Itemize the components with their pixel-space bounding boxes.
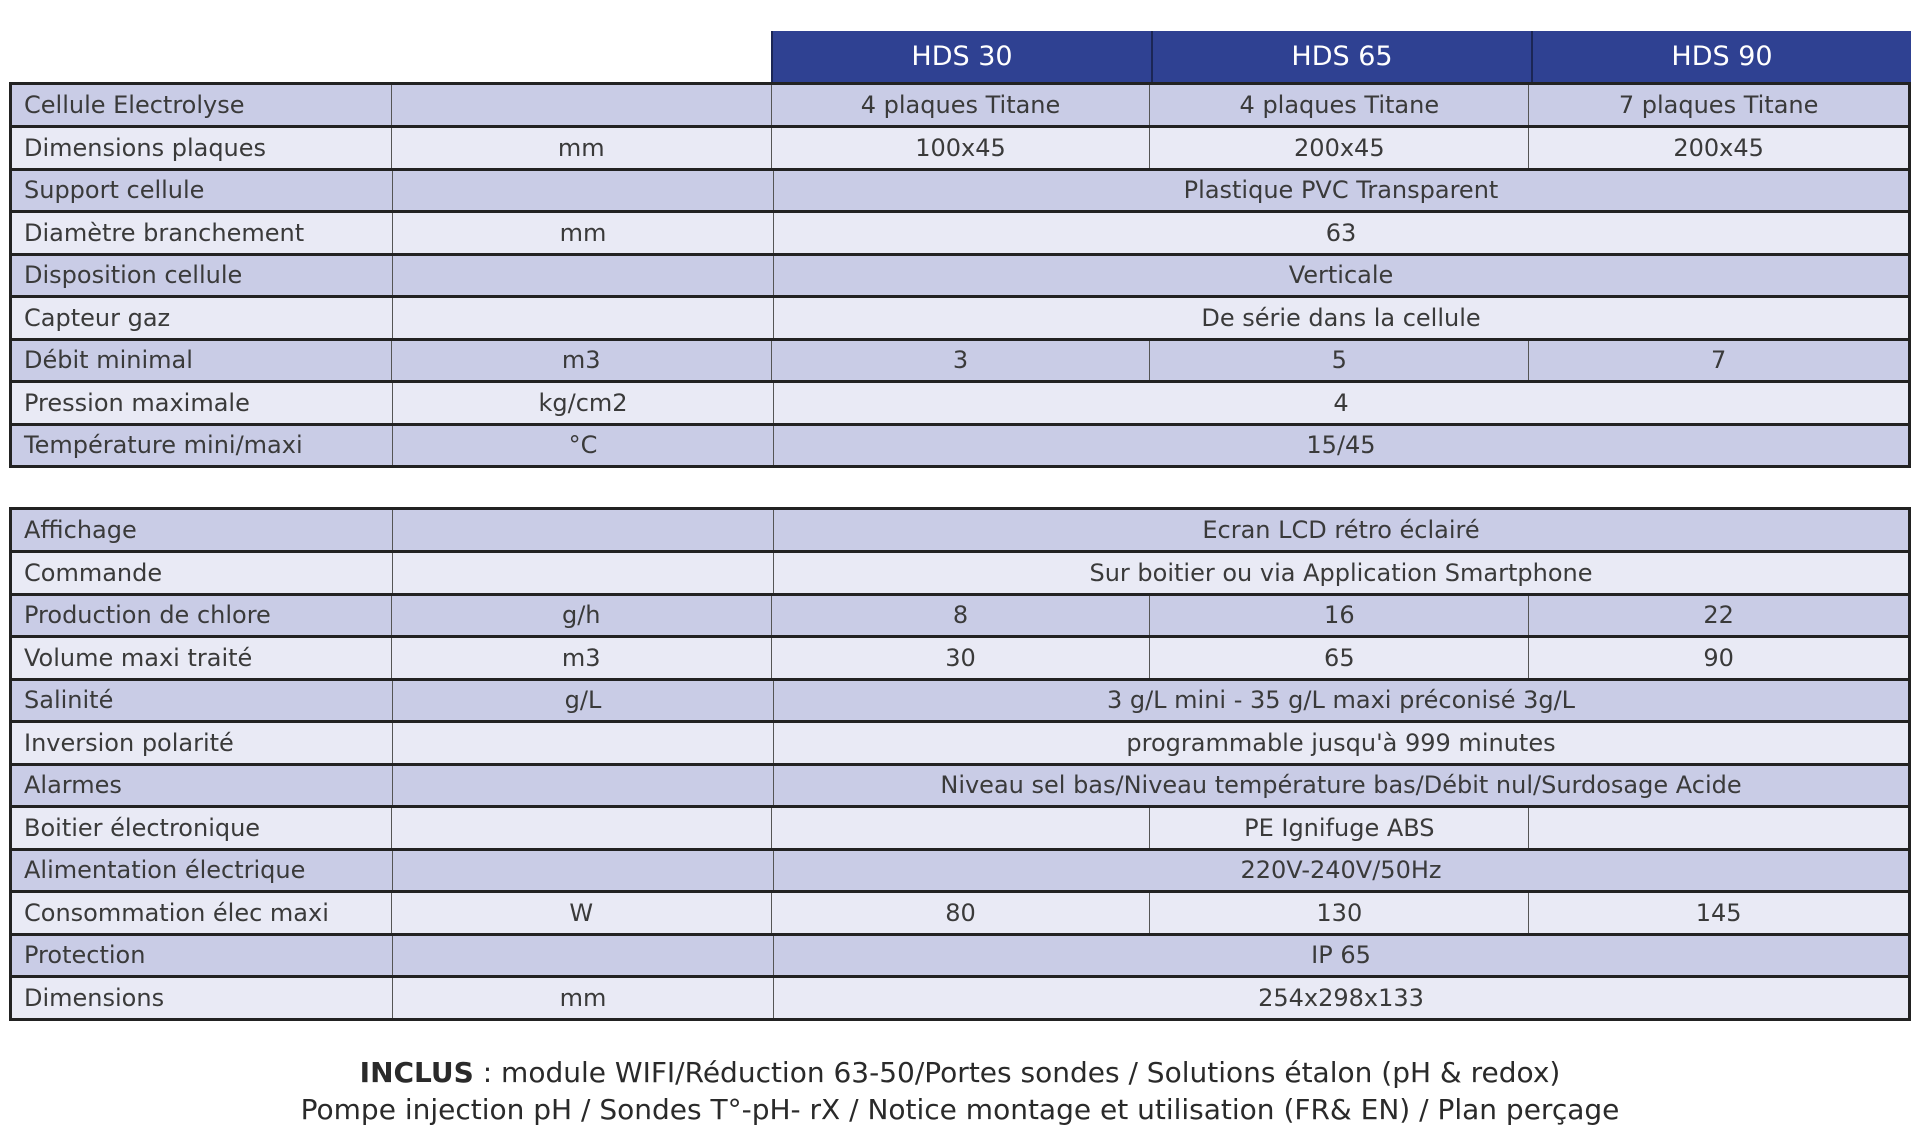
row-value-hds65: 5: [1150, 341, 1529, 381]
row-value-all-models: Niveau sel bas/Niveau température bas/Débit nul/Surdosage Acide: [940, 771, 1742, 800]
row-value-hds65: 65: [1150, 638, 1529, 678]
table-row: [12, 678, 1908, 721]
included-label: INCLUS: [359, 1056, 474, 1089]
row-value-hds90: 22: [1703, 601, 1734, 630]
table-row: [12, 125, 1908, 168]
row-value-hds30: 3: [772, 341, 1151, 381]
model-header-hds65: HDS 65: [1151, 31, 1531, 82]
row-label: Capteur gaz: [12, 298, 393, 338]
row-unit: [392, 808, 772, 848]
row-value-hds65: 16: [1150, 596, 1529, 636]
table-row: [12, 720, 1908, 763]
included-line-2: Pompe injection pH / Sondes T°-pH- rX / Notice montage et utilisation (FR& EN) / Plan perçage: [300, 1093, 1620, 1126]
row-unit: [393, 510, 774, 550]
row-value-hds90: 145: [1695, 898, 1742, 927]
table-row: [12, 805, 1908, 848]
included-items-note: [0, 1054, 1920, 1128]
table-row: [12, 975, 1908, 1018]
row-value-hds90: 200x45: [1673, 133, 1764, 162]
model-header-hds90: HDS 90: [1531, 31, 1911, 82]
table-row: [12, 210, 1908, 253]
row-label: Débit minimal: [12, 341, 392, 381]
row-unit: [393, 553, 774, 593]
table-row: [12, 295, 1908, 338]
row-label: Dimensions plaques: [12, 128, 392, 168]
row-value-hds30: [772, 808, 1151, 848]
row-label: Température mini/maxi: [12, 426, 393, 466]
row-unit: m3: [392, 341, 772, 381]
row-value-hds65: PE Ignifuge ABS: [1150, 808, 1529, 848]
row-value-hds30: 30: [772, 638, 1151, 678]
row-label: Consommation élec maxi: [12, 893, 392, 933]
row-label: Commande: [12, 553, 393, 593]
row-value-all-models: Verticale: [1288, 261, 1394, 290]
row-unit: mm: [393, 213, 774, 253]
row-unit: [393, 723, 774, 763]
row-label: Inversion polarité: [12, 723, 393, 763]
row-value-all-models: 220V-240V/50Hz: [1240, 856, 1442, 885]
spec-sheet: [9, 31, 1911, 1021]
row-label: Disposition cellule: [12, 256, 393, 296]
row-unit: W: [392, 893, 772, 933]
row-value-hds30: 4 plaques Titane: [772, 85, 1151, 125]
row-value-all-models: IP 65: [1311, 941, 1371, 970]
row-value-hds65: 200x45: [1150, 128, 1529, 168]
table-row: [12, 253, 1908, 296]
row-value-hds65: 4 plaques Titane: [1150, 85, 1529, 125]
table-row: [12, 168, 1908, 211]
row-value-hds90: 7 plaques Titane: [1618, 91, 1819, 119]
table-row: [12, 635, 1908, 678]
table-row: [12, 848, 1908, 891]
row-value-hds90: 90: [1703, 643, 1734, 672]
row-unit: mm: [393, 978, 774, 1018]
table-row: [12, 380, 1908, 423]
row-unit: [392, 85, 772, 125]
row-unit: °C: [393, 426, 774, 466]
row-value-hds90: [1529, 808, 1908, 848]
row-label: Alimentation électrique: [12, 851, 393, 891]
table-row: [12, 510, 1908, 550]
row-unit: [393, 936, 774, 976]
cell-spec-table: [9, 82, 1911, 468]
row-value-all-models: Ecran LCD rétro éclairé: [1202, 516, 1480, 544]
row-label: Alarmes: [12, 766, 393, 806]
row-label: Affichage: [12, 510, 393, 550]
row-unit: [393, 171, 774, 211]
row-unit: [393, 851, 774, 891]
model-header-row: [9, 31, 1911, 82]
row-unit: [393, 256, 774, 296]
row-unit: g/L: [393, 681, 774, 721]
row-label: Boitier électronique: [12, 808, 392, 848]
table-row: [12, 550, 1908, 593]
table-row: [12, 85, 1908, 125]
row-value-hds30: 8: [772, 596, 1151, 636]
row-value-hds30: 80: [772, 893, 1151, 933]
row-unit: m3: [392, 638, 772, 678]
row-label: Production de chlore: [12, 596, 392, 636]
row-value-all-models: 4: [1333, 388, 1349, 417]
table-row: [12, 933, 1908, 976]
table-row: [12, 593, 1908, 636]
row-unit: kg/cm2: [393, 383, 774, 423]
table-row: [12, 338, 1908, 381]
row-value-all-models: 63: [1325, 218, 1357, 247]
row-unit: [393, 298, 774, 338]
row-label: Salinité: [12, 681, 393, 721]
row-label: Pression maximale: [12, 383, 393, 423]
included-text: : module WIFI/Réduction 63-50/Portes sondes / Solutions étalon (pH & redox): [473, 1056, 1561, 1089]
table-row: [12, 890, 1908, 933]
row-value-all-models: 15/45: [1306, 431, 1376, 460]
included-line-1: [0, 1054, 1920, 1091]
row-unit: g/h: [392, 596, 772, 636]
model-header-hds30: HDS 30: [771, 31, 1151, 82]
control-spec-table: [9, 507, 1911, 1021]
row-value-hds30: 100x45: [772, 128, 1151, 168]
table-row: [12, 763, 1908, 806]
row-label: Volume maxi traité: [12, 638, 392, 678]
row-value-hds65: 130: [1150, 893, 1529, 933]
row-value-all-models: Plastique PVC Transparent: [1183, 176, 1499, 205]
row-value-all-models: De série dans la cellule: [1201, 303, 1481, 332]
row-label: Cellule Electrolyse: [12, 85, 392, 125]
row-unit: mm: [392, 128, 772, 168]
row-value-all-models: 3 g/L mini - 35 g/L maxi préconisé 3g/L: [1106, 686, 1576, 715]
row-label: Support cellule: [12, 171, 393, 211]
row-value-hds90: 7: [1710, 346, 1727, 375]
row-value-all-models: 254x298x133: [1258, 983, 1424, 1012]
row-value-all-models: Sur boitier ou via Application Smartphone: [1089, 558, 1593, 587]
row-label: Protection: [12, 936, 393, 976]
row-label: Dimensions: [12, 978, 393, 1018]
row-label: Diamètre branchement: [12, 213, 393, 253]
table-row: [12, 423, 1908, 466]
row-unit: [393, 766, 774, 806]
row-value-all-models: programmable jusqu'à 999 minutes: [1126, 728, 1556, 757]
